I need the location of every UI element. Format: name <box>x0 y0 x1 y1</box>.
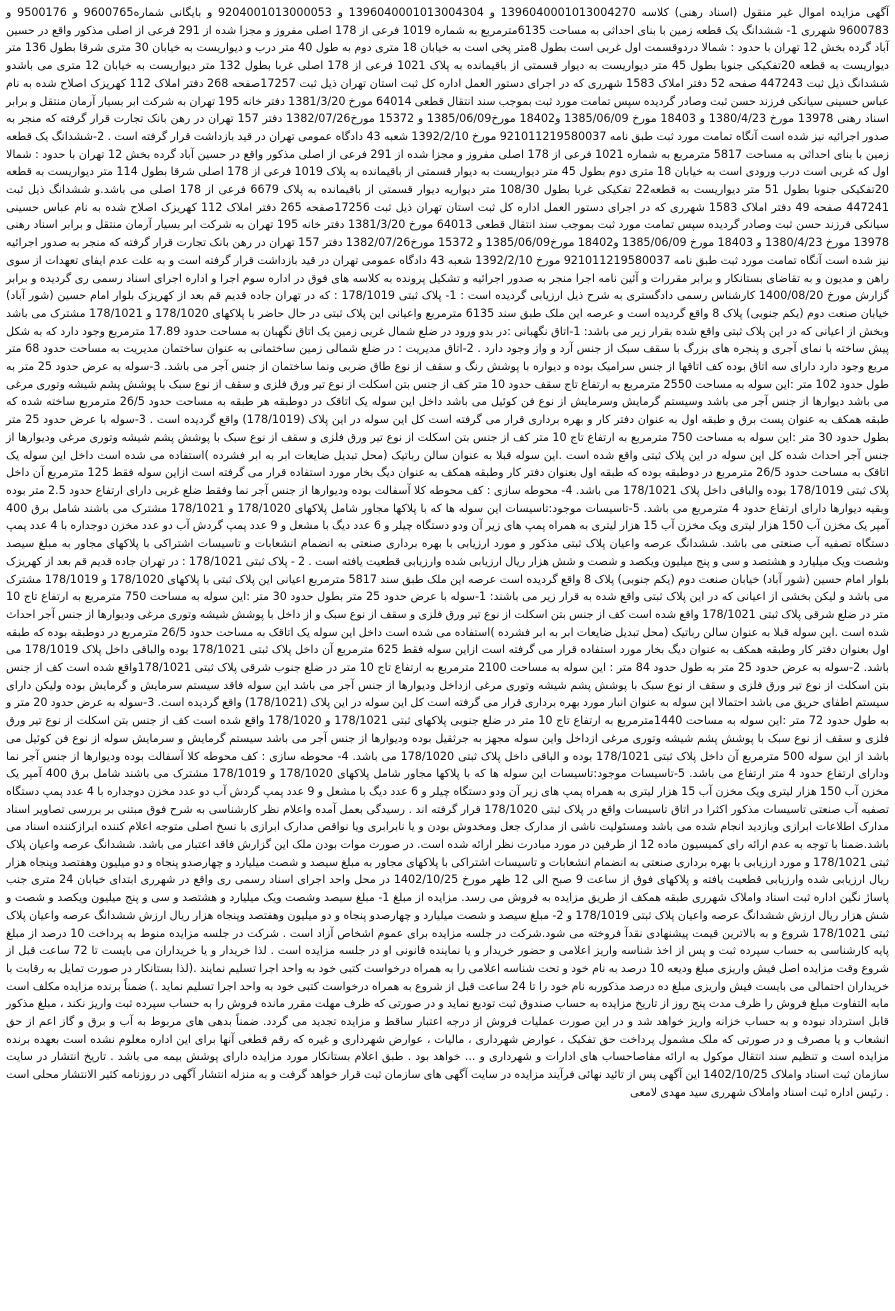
auction-notice-text: آگهی مزایده اموال غیر منقول (اسناد رهنی) کلاسه 1396040001013004270 و 1396040001013004304 و 9204001013000053 و بایگانی شماره9600765 و 9500176 و 9600783 شهرری 1- ششدانگ یک قطعه زمین با بنای احداثی به مساحت 6135مترمربع به شماره 1019 فرعی از 178 اصلی مفروز و مجزا شده از 291 فرعی از اصلی مذکور واقع در حسین آباد گرده بخش 12 تهران با حدود : شمالا دردوقسمت اول غربی است بطول 8متر پخی است به خیابان 18 متری دوم به طول 40 متر درب و دیواریست به خیابان 30 متری شرقا بطول 136 متر دیواریست به قطعه 20تفکیکی جنوبا بطول 45 متر دیواریست به دیوار قسمتی از باقیمانده به پلاک 1021 فرعی از 178 اصلی غربا بطول 132 متر دیواریست به خیابان 12 متری می باشدو ششدانگ ذیل ثبت 447243 صفحه 52 دفتر املاک 1583 شهرری که در اجرای دستور العمل اداره کل ثبت استان تهران ذیل ثبت 17257صفحه 268 دفتر املاک 112 کهریزک اصلاح شده به نام عباس حسینی سیانکی فرزند حسن ثبت وصادر گردیده سپس تمامت مورد ثبت بموجب سند انتقال قطعی 64014 مورخ 1381/3/20 دفتر خانه 195 تهران به شرکت ابر بسیار آرمان منتقل و برابر اسناد رهنی 13978 مورخ 1380/4/23 و 18403 مورخ 1385/06/09 و18402 مورخ1385/06/09 و 15372 مورخ1382/07/26 دفتر 157 تهران در رهن بانک تجارت قرار گرفته که منجر به صدور اجرائیه نیز شده است آنگاه تمامت مورد ثبت طبق نامه 921011219580037 مورخ 1392/2/10 شعبه 43 دادگاه عمومی تهران در قید بازداشت قرار گرفته است . 2-ششدانگ یک قطعه زمین با بنای احداثی به مساحت 5817 مترمربع به شماره 1021 فرعی از 178 اصلی مفروز و مجزا شده از 291 فرعی از اصلی مذکور واقع در حسین آباد گرده بخش 12 تهران با حدود : شمالا اول که غربی است درب ورودی است به خیابان 18 متری دوم بطول 45 متر دیواریست به دیوار قسمتی از باقیمانده به پلاک 1019 فرعی از 178 اصلی شرقا بطول 114 متر دیواریست به قطعه 20تفکیکی جنوبا بطول 51 متر دیواریست به قطعه22 تفکیکی غربا بطول 108/30 متر دیواریه دیوار قسمتی از باقیمانده به پلاک 6679 فرعی از 178 اصلی می باشد.و ششدانگ ذیل ثبت 447241 صفحه 49 دفتر املاک 1583 شهرری که در اجرای دستور العمل اداره کل ثبت استان تهران ذیل ثبت 17256صفحه 265 دفتر املاک 112 کهریزک اصلاح شده به نام عباس حسینی سیانکی فرزند حسن ثبت وصادر گردیده سپس تمامت مورد ثبت بموجب سند انتقال قطعی 64013 مورخ 1381/3/20 دفتر خانه 195 تهران به شرکت ابر بسیار آرمان منتقل و برابر اسناد رهنی 13978 مورخ 1380/4/23 و 18403 مورخ 1385/06/09 و18402 مورخ1385/06/09 و 15372 مورخ1382/07/26 دفتر 157 تهران در رهن بانک تجارت قرار گرفته که منجر به صدور اجرائیه نیز شده است آنگاه تمامت مورد ثبت طبق نامه 921011219580037 مورخ 1392/2/10 شعبه 43 دادگاه عمومی تهران در قید بازداشت قرار گرفته است و به علت عدم ایفای تعهدات از سوی راهن و مدیون و به تقاضای بستانکار و برابر مقررات و آئین نامه اجرا منجر به صدور اجرائیه و تشکیل پرونده به کلاسه های فوق در اداره سوم اجرا و اداره اجرای اسناد رسمی ری گردیده و برابر گزارش مورخ 1400/08/20 کارشناس رسمی دادگستری به شرح ذیل ارزیابی گردیده است : 1- پلاک ثبتی 178/1019 : که در تهران جاده قدیم قم بعد از کهریزک بلوار امام حسین (شور آباد) خیابان صنعت دوم (یکم جنوبی) پلاک 8 واقع گردیده است و عرصه این ملک طبق سند 6135 مترمربع واعیانی این پلاک ثبتی در حال حاضر با پلاکهای 178/1020 و 178/1021 مشترک می باشد وبخش از اعیانی که در این پلاک ثبتی واقع شده بقرار زیر می باشد: 1-اتاق نگهبانی :در بدو ورود در ضلع شمال غربی زمین یک اتاق نگهبان به مساحت حدود 17.89 مترمربع وجود دارد که به شکل پیش ساخته با نمای آجری و پنجره های بزرگ با سقف سبک از جنس آرد و واز وجود دارد . 2-اتاق مدیریت : در ضلع شمالی زمین ساختمانی به عنوان ساختمان مدیریت به مساحت حدود 68 متر مربع وجود دارد دارای سه اتاق بوده کف اتاقها از جنس سرامیک بوده و دیواره با پوشش رنگ و سقف از نوع طاق ضربی ونما ساختمان از جنس آجر می باشد. 3-سوله به عرض حدود 25 متر به طول حدود 102 متر :این سوله به مساحت 2550 مترمربع به ارتفاع تاج سقف حدود 10 متر کف از جنس بتن اسکلت از نوع تیر ورق فلزی و سقف از نوع سبک با پوشش پشم شیشه وتوری مرغی می باشد دیوارها از جنس آجر می باشد وسیستم گرمایش وسرمایش از نوع فن کوئیل می باشد داخل این سوله یک اتاقک در دوطبقه هر طبقه به مساحت حدود 26/5 مترمربع ساخته شده که طبقه همکف به عنوان پست برق و طبقه اول به عنوان دفتر کار و بهره برداری قرار می گرفته است کل این سوله در این پلاک (178/1019) واقع گردیده است . 3-سوله با عرض حدود 25 متر بطول حدود 30 متر :این سوله به مساحت 750 مترمربع به ارتفاع تاج 10 متر کف از جنس بتن اسکلت از نوع تیر ورق فلزی و سقف از نوع سبک با پوشش پشم شیشه وتوری مرغی ودیوارها از جنس آجر احداث شده کل این سوله در این پلاک ثبتی واقع شده است .این سوله قبلا به عنوان سالن رباتیک (محل تبدیل ضایعات ابر به ابر فشرده )استفاده می شده است داخل این سوله یک اتاقک به مساحت حدود 26/5 مترمربع در دوطبقه بوده که طبقه اول بعنوان دفتر کار وطبقه همکف به عنوان دیگ بخار مورد استفاده قرار می گرفته است ازاین سوله فقط 125 مترمربع آن داخل پلاک ثبتی 178/1019 بوده والباقی داخل پلاک 178/1021 می باشد. 4- محوطه سازی : کف محوطه کلا آسفالت بوده ودیوارها از جنس آجر نما وفقط ضلع غربی دارای ارتفاع حدود 2.5 متر بوده وبقیه دیوارها دارای ارتفاع حدود 4 مترمربع می باشد. 5-تاسیسات موجود:تاسیسات این سوله ها که با پلاکها مجاور شامل پلاکهای 178/1020 و 178/1021 مشترک می باشند شامل برق 400 آمپر یک مخزن آب 150 هزار لیتری ویک مخزن آب 15 هزار لیتری به همراه پمپ های زیر آن ودو دستگاه چیلر و 6 عدد دیگ با مشعل و 9 عدد پمپ گردش آب دو عدد مخزن دوجداره با 4 عدد پمپ دستگاه تصفیه آب صنعتی می باشد. ششدانگ عرصه واعیان پلاک ثبتی مذکور و مورد ارزیابی با بهره برداری صنعتی به انضمام انشعابات و تاسیسات اشتراکی با پلاکهای مجاور به مبلغ سیصد وشصت ویک میلیارد و هشتصد و سی و پنج میلیون ویکصد و شصت و شش هزار ریال ارزیابی شده وارزیابی قطعیت یافته است . 2 - پلاک ثبتی 178/1021 : در تهران جاده قدیم قم بعد از کهریزک بلوار امام حسین (شور آباد) خیابان صنعت دوم (یکم جنوبی) پلاک 8 واقع گردیده است عرصه این ملک طبق سند 5817 مترمربع اعیانی این پلاک ثبتی با پلاکهای 178/1020 و 178/1019 مشترک می باشد و لیکن بخشی از اعیانی که در این پلاک ثبتی واقع شده به قرار زیر می باشند: 1-سوله با عرض حدود 25 متر بطول حدود 30 متر :این سوله به مساحت 750 مترمربع به ارتفاع تاج 10 متر در ضلع شرقی پلاک ثبتی 178/1021 واقع شده است کف از جنس بتن اسکلت از نوع تیر ورق فلزی و سقف از نوع سبک و از داخل با پوشش شیشه وتوری مرغی ودیوارها از جنس آجر احداث شده است .این سوله قبلا به عنوان سالن رباتیک (محل تبدیل ضایعات ابر به ابر فشرده )استفاده می شده است داخل این سوله یک اتاقک به مساحت حدود 26/5 مترمربع در دوطبقه بوده که طبقه اول بعنوان دفتر کار وطبقه همکف به عنوان دیگ بخار مورد استفاده قرار می گرفته است ازاین سوله فقط 625 مترمربع آن داخل پلاک ثبتی 178/1021 بوده والباقی داخل پلاک 178/1019 می باشد. 2-سوله به عرض حدود 25 متر به طول حدود 84 متر : این سوله به مساحت 2100 مترمربع به ارتفاع تاج 10 متر در ضلع جنوب شرقی پلاک ثبتی 178/1021واقع شده است کف از جنس بتن اسکلت از نوع تیر ورق فلزی و سقف از نوع سبک با پوشش پشم شیشه وتوری مرغی ازداخل ودیوارها از جنس آجر می باشد این سوله فاقد سیستم سرمایش و گرمایش بوده ولیکن دارای سیستم اطفای حریق می باشد احتمالا این سوله به عنوان انبار مورد بهره برداری قرار می گرفته است کل این سوله در این پلاک (178/1021) واقع گردیده است. 3-سوله به عرض حدود 20 متر و به طول حدود 72 متر :این سوله به مساحت 1440مترمربع به ارتفاع تاج 10 متر در ضلع جنوبی پلاکهای ثبتی 178/1021 و 178/1020 واقع شده است کف از جنس بتن اسکلت از نوع تیر ورق فلزی و سقف از نوع سبک با پوشش پشم شیشه وتوری مرغی ازداخل واین سوله مجهز به جرثقیل بوده ودیوارها از جنس آجر می باشد سیستم گرمایش و سرمایش سوله از نوع فن کوئیل می باشد از این سوله 500 مترمربع آن داخل پلاک ثبتی 178/1021 بوده و الباقی داخل پلاک ثبتی 178/1020 می باشد. 4- محوطه سازی : کف محوطه کلا آسفالت بوده ودیوارها از جنس آجر نما ودارای ارتفاع حدود 4 متر ارتفاع می باشد. 5-تاسیسات موجود:تاسیسات این سوله ها که با پلاکها مجاور شامل پلاکهای 178/1020 و 178/1019 مشترک می باشند شامل برق 400 آمپر یک مخزن آب 150 هزار لیتری ویک مخزن آب 15 هزار لیتری به همراه پمپ های زیر آن ودو دستگاه چیلر و 6 عدد دیگ با مشعل و 9 عدد پمپ گردش آب دو عدد مخزن دوجداره با 4 عدد پمپ دستگاه تصفیه آب صنعتی تاسیسات مذکور اکثرا در اتاق تاسیسات واقع در پلاک ثبتی 178/1020 قرار گرفته اند . رسیدگی بعمل آمده واعلام نظر کارشناسی به شرح فوق مبتنی بر بررسی تصاویر اسناد مدارک اطلاعات ابرازی وبازدید انجام شده می باشد ومسئولیت ناشی از مدارک جعل ومخدوش بودن و یا نابرابری ویا نواقص مدارک ابرازی با نسخ اصلی متوجه اعلام کننده ابرازکننده اسناد می باشد.ضمنا با توجه به عدم ارائه رای کمیسیون ماده 12 از طرفین در مورد مبادرت نظر ارائه شده است. در صورت موات بودن ملک این گزارش فاقد اعتبار می باشد. ششدانگ عرصه واعیان پلاک ثبتی 178/1021 و مورد ارزیابی با بهره برداری صنعتی به انضمام انشعابات و تاسیسات اشتراکی با پلاکهای مجاور به مبلغ سیصد و شصت میلیارد و چهارصدو پنجاه و دو میلیون وهفتصد وپنجاه هزار ریال ارزیابی شده وارزیابی قطعیت یافته و پلاکهای فوق از ساعت 9 صبح الی 12 ظهر مورخ 1402/10/25 در محل واحد اجرای اسناد رسمی ری واقع در شهرری ابتدای خیابان 24 متری جنب پاساژ نگین اداره ثبت اسناد واملاک شهرری طبقه همکف از طریق مزایده به فروش می رسد. مزایده از مبلغ 1- مبلغ سیصد وشصت ویک میلیارد و هشتصد و سی و پنج میلیون ویکصد و شصت و شش هزار ریال ارزش ششدانگ عرصه واعیان پلاک ثبتی 178/1019 و 2- مبلغ سیصد و شصت میلیارد و چهارصدو پنجاه و دو میلیون وهفتصد وپنجاه هزار ریال ارزش ششدانگ عرصه واعیان پلاک ثبتی 178/1021 شروع و به بالاترین قیمت پیشنهادی نقدآ فروخته می شود.شرکت در جلسه مزایده برای عموم اشخاص آزاد است . شرکت در جلسه مزایده منوط به پرداخت 10 درصد از مبلغ پایه کارشناسی به حساب سپرده ثبت و پس از اخذ شناسه واریز اعلامی و حضور خریدار و یا نماینده قانونی او در جلسه مزایده است . لذا خریدار و یا خریداران می بایست تا 72 ساعت قبل از شروع وقت مزایده اصل فیش واریزی مبلغ ودیعه 10 درصد به نام خود و تحت شناسه اعلامی را به همراه درخواست کتبی خود به واحد اجرا تسلیم نمایند .(لذا بستانکار در صورت تمایل به رقابت با خریداران احتمالی می بایست فیش واریزی مبلغ ده درصد مذکوربه نام خود را تا 24 ساعت قبل از شروع به همراه درخواست کتبی خود به واحد اجرا تسلیم نماید .) ضمناً برنده مزایده مکلف است مابه التفاوت مبلغ فروش را ظرف مدت پنج روز از تاریخ مزایده به حساب صندوق ثبت تودیع نماید و در صورتی که ظرف مهلت مقرر مانده فروش را به حساب سپرده ثبت واریز نکند ، مبلغ مذکور قابل استرداد نبوده و به حساب خزانه واریز خواهد شد و در این صورت عملیات فروش از درجه اعتبار ساقط و مزایده تجدید می گردد. ضمناً بدهی های مربوط به آب و برق و گاز اعم از حق انشعاب و یا مصرف و در صورتی که ملک مشمول پرداخت حق تفکیک ، عوارض شهرداری ، مالیات ، عوارض شهرداری و غیره که رقم قطعی آنها برای این اداره معلوم نشده است بعهده برنده مزایده است و تنظیم سند انتقال موکول به ارائه مفاصاحساب های ادارات و شهرداری و ... خواهد بود . طبق اعلام بستانکار مورد مزایده دارای پوشش بیمه می باشد . تاریخ انتشار در سایت سازمان ثبت اسناد واملاک 1402/10/25 این آگهی پس از تائید نهائی فرآیند مزایده در سایت آگهی های سازمان ثبت قرار خواهد گرفت و به منزله انتشار آگهی در روزنامه کثیر الانتشار محلی است . رئیس اداره ثبت اسناد واملاک شهرری سید مهدی لامعی <box>6 6 890 1099</box>
